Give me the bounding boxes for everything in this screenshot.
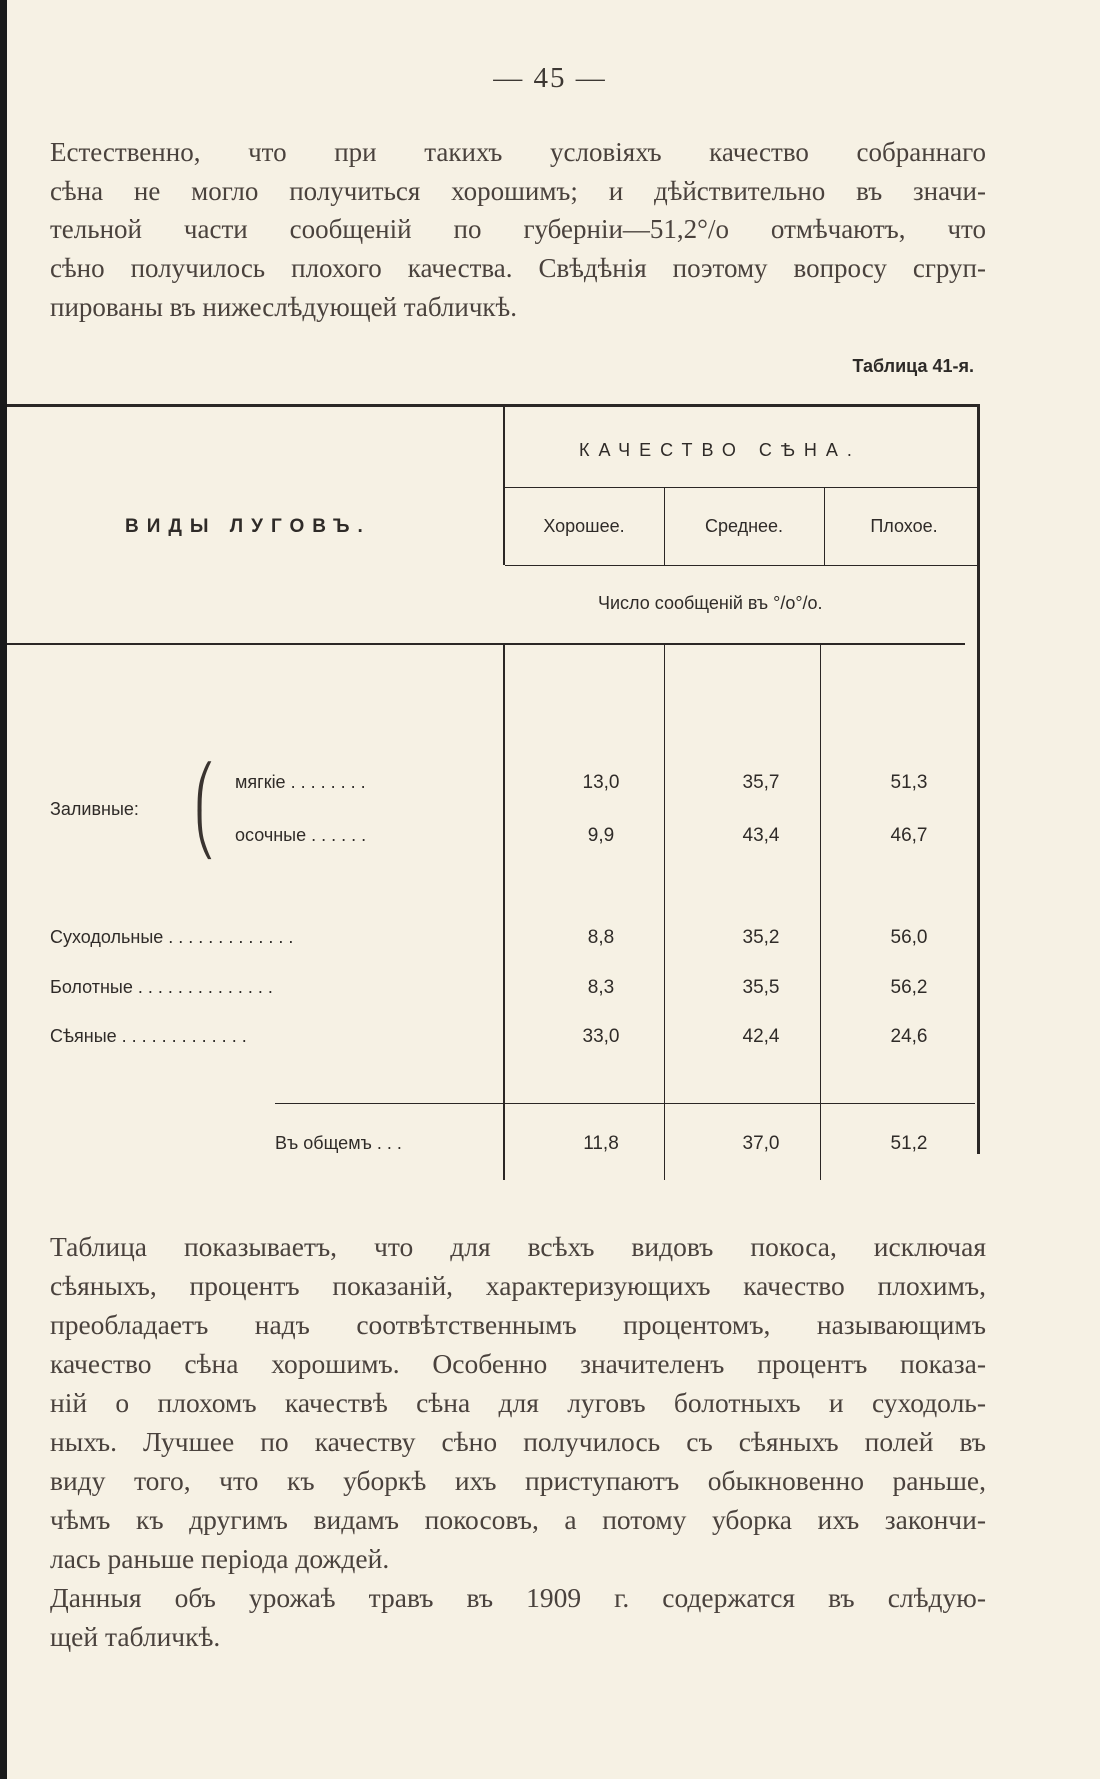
analysis-line: щей табличкѣ. — [50, 1621, 221, 1652]
total-rule — [275, 1103, 975, 1104]
cell-swamp-poor: 56,2 — [890, 977, 928, 998]
body-divider-2 — [820, 645, 821, 1180]
unit-note: Число сообщеній въ °/о°/о. — [598, 593, 823, 613]
col-header-medium: Среднее. — [704, 516, 784, 536]
row-header: ВИДЫ ЛУГОВЪ. — [125, 516, 371, 537]
cell-total-good: 11,8 — [583, 1133, 619, 1154]
brace-bottom: ⎝ — [194, 810, 215, 859]
cell-dry-medium: 35,2 — [742, 927, 780, 948]
analysis-line: ныхъ. Лучшее по качеству сѣно получилось съ сѣяныхъ полей въ — [50, 1426, 986, 1457]
row-label-sown: Сѣяные . . . . . . . . . . . . . — [50, 1026, 247, 1046]
intro-line: Естественно, что при такихъ условіяхъ качество собраннаго — [50, 137, 986, 167]
intro-line: сѣно получилось плохого качества. Свѣдѣнія поэтому вопросу сгруп- — [50, 253, 986, 284]
row-label-sedge: осочные . . . . . . — [235, 825, 367, 845]
intro-line: тельной части сообщеній по губерніи—51,2°/о отмѣчаютъ, что — [50, 214, 986, 245]
quality-underline — [505, 487, 977, 488]
row-label-total: Въ общемъ . . . — [275, 1133, 402, 1153]
cell-total-poor: 51,2 — [890, 1133, 928, 1154]
cell-sown-medium: 42,4 — [742, 1026, 780, 1047]
analysis-line: виду того, что къ уборкѣ ихъ приступаютъ обыкновенно раньше, — [50, 1465, 986, 1496]
analysis-line: лась раньше періода дождей. — [50, 1543, 390, 1574]
group-label: Заливные: — [50, 799, 139, 819]
body-divider-1 — [664, 645, 665, 1180]
analysis-line: ній о плохомъ качествѣ сѣна для луговъ болотныхъ и суходоль- — [50, 1387, 986, 1418]
cell-sedge-poor: 46,7 — [890, 825, 928, 846]
page-number: — 45 — — [493, 62, 607, 94]
cell-dry-poor: 56,0 — [890, 927, 928, 948]
cell-sown-good: 33,0 — [582, 1026, 620, 1047]
page-edge — [0, 0, 7, 1779]
intro-line: пированы въ нижеслѣдующей табличкѣ. — [50, 291, 517, 322]
table-right-rule — [977, 404, 980, 1154]
analysis-line: Данныя объ урожаѣ травъ въ 1909 г. содержатся въ слѣдую- — [50, 1582, 986, 1613]
intro-paragraph — [50, 133, 986, 327]
col-divider-2 — [824, 487, 825, 565]
brace-top: ⎛ — [194, 762, 215, 811]
row-label-swamp: Болотные . . . . . . . . . . . . . . — [50, 977, 273, 997]
table-top-rule — [7, 404, 977, 407]
analysis-line: чѣмъ къ другимъ видамъ покосовъ, а потому уборка ихъ закончи- — [50, 1504, 986, 1535]
cell-dry-good: 8,8 — [587, 927, 615, 948]
cell-sown-poor: 24,6 — [890, 1026, 928, 1047]
header-bottom-rule — [7, 643, 965, 645]
col-header-good: Хорошее. — [543, 516, 625, 536]
col-divider-1 — [664, 487, 665, 565]
cell-soft-good: 13,0 — [582, 772, 620, 793]
body-divider-0 — [503, 645, 505, 1180]
table-caption: Таблица 41-я. — [852, 356, 974, 376]
analysis-line: качество сѣна хорошимъ. Особенно значителенъ процентъ показа- — [50, 1348, 986, 1379]
analysis-line: преобладаетъ надъ соотвѣтственнымъ процентомъ, называющимъ — [50, 1309, 986, 1340]
cell-swamp-good: 8,3 — [587, 977, 615, 998]
cell-sedge-good: 9,9 — [587, 825, 615, 846]
cell-sedge-medium: 43,4 — [742, 825, 780, 846]
unit-underline — [505, 565, 977, 566]
row-label-dry: Суходольные . . . . . . . . . . . . . — [50, 927, 294, 947]
col-header-poor: Плохое. — [870, 516, 938, 536]
cell-total-medium: 37,0 — [742, 1133, 780, 1154]
cell-swamp-medium: 35,5 — [742, 977, 780, 998]
intro-line: сѣна не могло получиться хорошимъ; и дѣйствительно въ значи- — [50, 175, 986, 206]
analysis-line: сѣяныхъ, процентъ показаній, характеризующихъ качество плохимъ, — [50, 1270, 986, 1301]
cell-soft-medium: 35,7 — [742, 772, 780, 793]
analysis-paragraph — [50, 1227, 986, 1656]
quality-header: КАЧЕСТВО СѢНА. — [579, 440, 861, 460]
row-label-soft: мягкіе . . . . . . . . — [235, 772, 366, 792]
cell-soft-poor: 51,3 — [890, 772, 928, 793]
analysis-line: Таблица показываетъ, что для всѣхъ видовъ покоса, исключая — [50, 1231, 986, 1262]
header-divider — [503, 407, 505, 565]
